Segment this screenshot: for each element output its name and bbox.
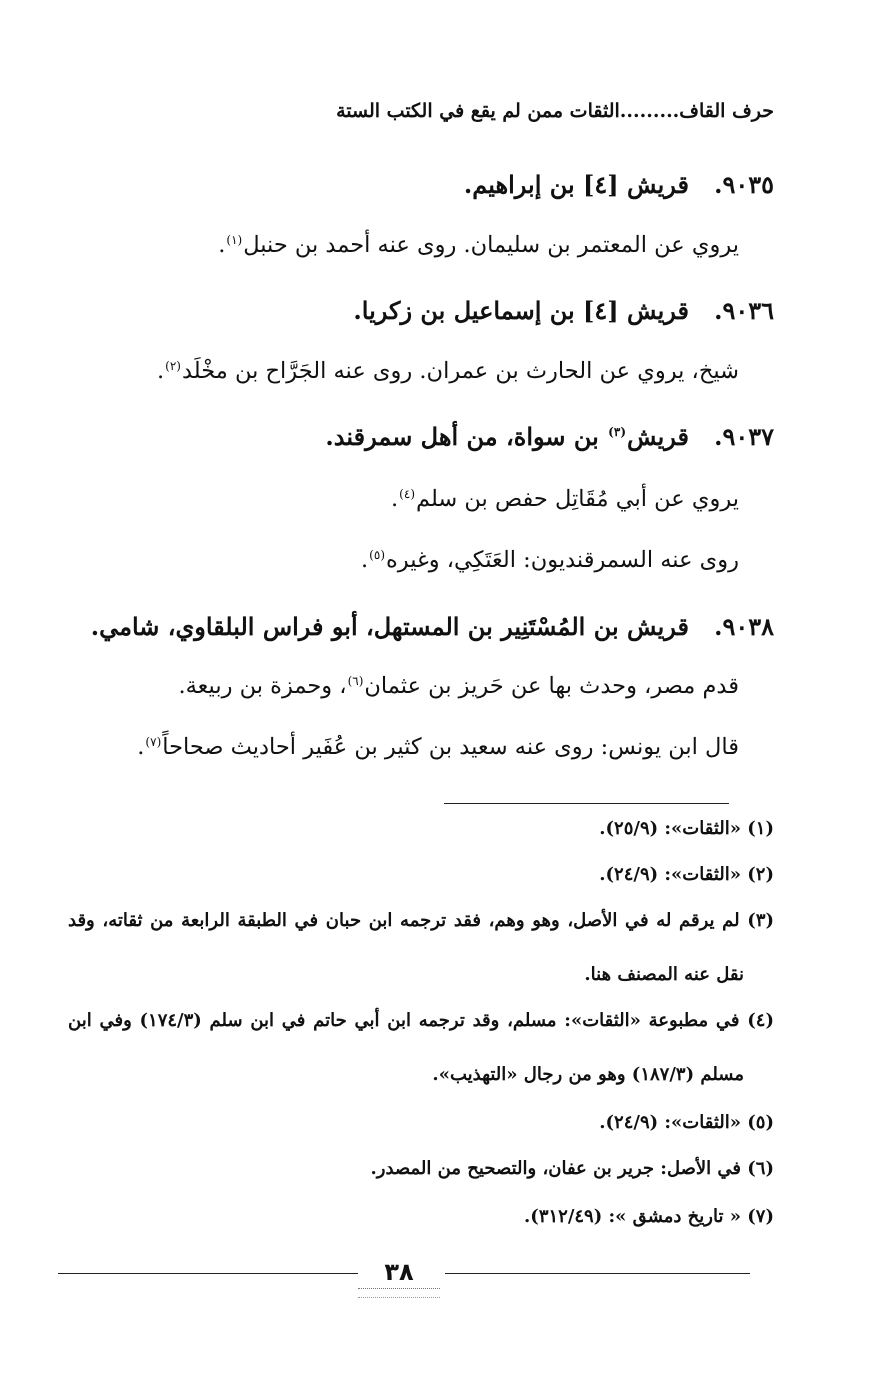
entry-number: ٩٠٣٨. [714,612,774,641]
entry-text: يروي عن المعتمر بن سليمان. روى عنه أحمد بن حنبل$^{(١)}$. [218,232,739,258]
footnote-ref[interactable]: (١) [226,232,243,247]
footnote: (٤) في مطبوعة «الثقات»: مسلم، وقد ترجمه ابن أبي حاتم في ابن سلم (١٧٤/٣) وفي ابن [68,1010,774,1031]
entry-text: قال ابن يونس: روى عنه سعيد بن كثير بن عُفَير أحاديث صحاحاً$^{(٧)}$. [137,734,739,760]
footnote-ref[interactable]: (٣) [608,425,626,439]
page-number: ٣٨ [384,1258,414,1286]
entry-text: شيخ، يروي عن الحارث بن عمران. روى عنه الجَرَّاح بن مخْلَد$^{(٢)}$. [156,358,739,384]
entry-text: روى عنه السمرقنديون: العَتَكِي، وغيره$^{(٥)}$. [361,547,739,573]
entry-heading [91,612,774,641]
entry-number: ٩٠٣٥. [714,170,774,199]
entry-text: يروي عن أبي مُقَاتِل حفص بن سلم$^{(٤)}$. [391,486,739,512]
page-number-box [358,1258,440,1298]
entry-title: قريش [٤] بن إسماعيل بن زكريا. [353,296,689,325]
entry-title: قريش بن المُسْتَنِير بن المستهل، أبو فراس البلقاوي، شامي. [90,612,689,641]
footnote: (٢) «الثقات»: (٢٤/٩). [599,864,774,885]
entry-number: ٩٠٣٦. [714,296,774,325]
footer-rule-right [445,1273,750,1274]
footnote: (٧) « تاريخ دمشق »: (٣١٢/٤٩). [524,1206,774,1227]
footnote-ref[interactable]: (٥) [369,547,385,562]
entry-heading: ٩٠٣٧. قريش$^{(٣)}$ بن سواة، من أهل سمرقند. [325,422,774,451]
footnote-ref[interactable]: (٦) [347,673,364,688]
entry-number: ٩٠٣٧. [714,422,774,451]
running-head: حرف القاف.........الثقات ممن لم يقع في الكتب الستة [336,100,774,122]
footnote: (٥) «الثقات»: (٢٤/٩). [599,1112,774,1133]
footnote: (٦) في الأصل: جرير بن عفان، والتصحيح من المصدر. [370,1158,774,1179]
footnote: (١) «الثقات»: (٢٥/٩). [599,818,774,839]
footnote-divider [444,803,729,804]
page-number-ornament [358,1288,440,1298]
footer-rule-left [58,1273,358,1274]
entry-title: قريش [٤] بن إبراهيم. [463,170,689,199]
footnote-ref[interactable]: (٧) [145,734,162,749]
entry-text: قدم مصر، وحدث بها عن حَريز بن عثمان$^{(٦)}$، وحمزة بن ربيعة. [178,673,739,699]
footnote-ref[interactable]: (٤) [399,486,415,501]
footnote: (٣) لم يرقم له في الأصل، وهو وهم، فقد ترجمه ابن حبان في الطبقة الرابعة من ثقاته، وقد [68,910,775,931]
entry-heading [353,296,774,325]
footnote-continuation: نقل عنه المصنف هنا. [584,964,744,985]
footnote-continuation: مسلم (١٨٧/٣) وهو من رجال «التهذيب». [432,1064,744,1085]
entry-heading [464,170,774,199]
footnote-ref[interactable]: (٢) [165,358,181,373]
